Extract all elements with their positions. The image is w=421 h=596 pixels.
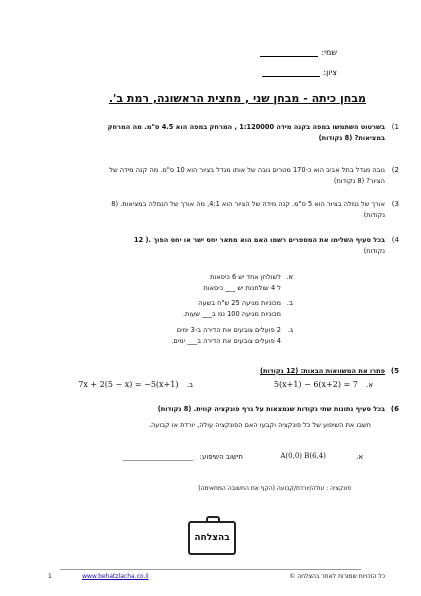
behatzlacha-logo <box>188 521 236 555</box>
question-number: 3) <box>391 200 399 208</box>
grade-field <box>262 67 337 77</box>
question-line: בכל סעיף נתונות שתי נקודות שנמצאות על גרף פונקציה קווית. (8 נקודות) <box>157 405 385 413</box>
item-line: 2 פועלים צובעים את הדירה ב-3 ימים <box>176 326 281 334</box>
item-letter: א. <box>286 273 293 281</box>
function-type-choice: פונקציה : עולה/יורדת/קבועה (הקף את התשובה המתאימה) <box>198 485 351 492</box>
footer-url-link[interactable]: www.behatzlacha.co.il <box>82 573 149 580</box>
item-letter: ג. <box>287 326 293 334</box>
question-line: גובה מגדל בתל אביב הוא כ-170 מטרים גובה של אותו מגדל בציור הוא 10 ס"מ. מה קנה מידה של <box>109 166 385 174</box>
question-line: בשרטוט השתמשו במפה בקנה מידה 1:120000 , המרחק במפה הוא 4.5 ס"מ. מה המרחק <box>107 123 385 131</box>
q6-item-a-letter: א. <box>356 453 363 461</box>
item-line: לשולחן אחד יש 6 כיסאות <box>210 273 281 281</box>
slope-label: חישוב השיפוע: <box>199 453 243 461</box>
question-3 <box>45 199 399 221</box>
equation-text: 7x + 2(5 − x) = −5(x+1) <box>78 380 179 389</box>
equation-text: 5(x+1) − 6(x+2) = 7 <box>273 380 358 389</box>
page-title: מבחן כיתה - מבחן שני , מחצית הראשונה, רמת ב'. <box>108 92 366 105</box>
equation-b <box>78 380 193 390</box>
name-line[interactable] <box>260 47 318 57</box>
item-letter: ב. <box>286 299 293 307</box>
equation-a <box>274 380 373 390</box>
slope-answer-blank[interactable]: ____________________ <box>123 453 193 461</box>
question-number: 4) <box>391 236 399 244</box>
question-2 <box>45 165 399 187</box>
name-label: שמי: <box>321 48 337 57</box>
question-line: הציור? (8 נקודות) <box>333 177 385 185</box>
question-line: פתרו את המשוואות הבאות: (12 נקודות) <box>260 367 385 375</box>
grade-label: ציון: <box>323 68 337 77</box>
footer-divider <box>60 569 361 570</box>
item-line: מכוניות מגיעה 100 נמ ב___ שעות. <box>182 310 281 318</box>
question-number: 2) <box>391 166 399 174</box>
question-line: אורך של נמלה בציור הוא 5 ס"מ. קנה מידה של הציור הוא 4:1, מה אורך של הנמלה במציאות. (8 <box>111 200 385 208</box>
question-line: במציאות? (8 נקודות) <box>318 134 385 142</box>
question-line: נקודות) <box>363 247 385 255</box>
item-letter: ב. <box>186 381 193 389</box>
footer-copyright: כל הזכויות שמורות לאתר בהצלחה © <box>289 573 385 580</box>
q6-points: A(0,0) B(6,4) <box>280 452 326 460</box>
q4-item-a <box>81 272 293 294</box>
q6-instruction: חשבו את השיפוע של כל פונקציה וקבעו האם הפונקציה עולה, יורדת או קבועה. <box>148 421 371 429</box>
question-line: בכל סעיף השלימו את המספרים רשמו האם הוא מתאר יחס ישר או יחס הפוך .( 12 <box>134 236 385 244</box>
item-letter: א. <box>366 381 373 389</box>
item-line: ל 4 שולחנות יש ___ כיסאות <box>203 284 281 292</box>
item-line: 4 פועלים צובעים את הדירה ב___ ימים. <box>171 337 281 345</box>
question-6 <box>45 404 399 415</box>
question-line: נקודות) <box>363 211 385 219</box>
page-number: 1 <box>48 573 52 580</box>
grade-line[interactable] <box>262 67 320 77</box>
question-1 <box>45 122 399 144</box>
question-number: 5) <box>390 367 399 375</box>
logo-text: בהצלחה <box>194 533 230 543</box>
q4-item-c <box>81 325 293 347</box>
question-number: 1) <box>391 123 399 131</box>
question-4 <box>45 235 399 257</box>
question-number: 6) <box>390 405 399 413</box>
q4-item-b <box>81 298 293 320</box>
question-5 <box>45 366 399 377</box>
item-line: מכוניות מגיעה 25 ש"ח בשעה <box>198 299 281 307</box>
name-field <box>260 47 337 57</box>
